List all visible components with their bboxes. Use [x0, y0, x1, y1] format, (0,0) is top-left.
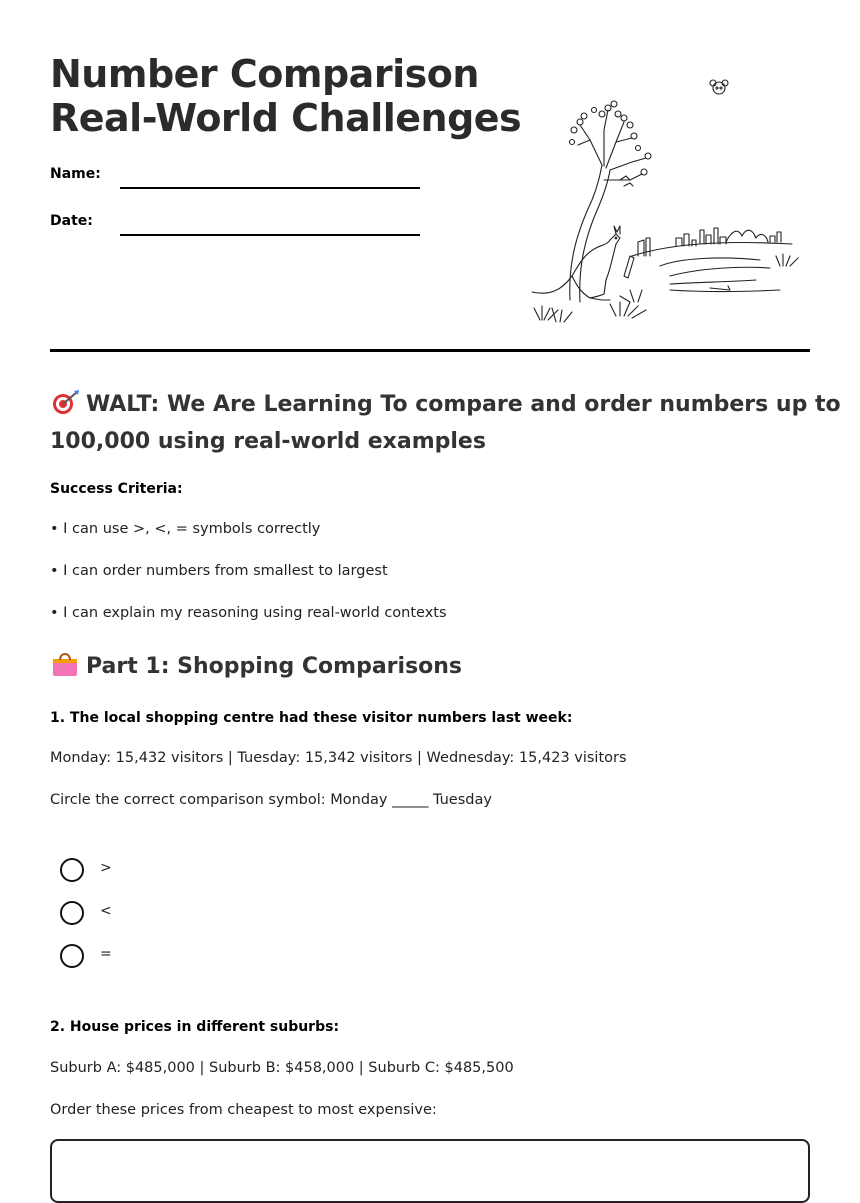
success-criteria-label: Success Criteria:: [50, 481, 183, 497]
walt-heading: [50, 386, 841, 460]
option-label: <: [100, 903, 112, 919]
target-icon: [50, 389, 80, 415]
radio-circle[interactable]: [60, 901, 84, 925]
q1-instruction: Circle the correct comparison symbol: Monday _____ Tuesday: [50, 792, 492, 808]
date-field[interactable]: [120, 234, 420, 236]
option-label: >: [100, 860, 112, 876]
name-field[interactable]: [120, 187, 420, 189]
kangaroo-icon: [532, 226, 620, 300]
part1-heading-text: Part 1: Shopping Comparisons: [86, 654, 463, 679]
radio-circle[interactable]: [60, 944, 84, 968]
q2-data: Suburb A: $485,000 | Suburb B: $458,000 | Suburb C: $485,500: [50, 1060, 514, 1076]
kangaroo-sydney-illustration: [520, 70, 810, 332]
walt-heading-line-2: 100,000 using real-world examples: [50, 429, 486, 454]
name-label: Name:: [50, 166, 101, 182]
date-label: Date:: [50, 213, 93, 229]
criteria-item: • I can order numbers from smallest to largest: [50, 563, 388, 579]
q2-title: 2. House prices in different suburbs:: [50, 1019, 340, 1035]
criteria-item: • I can explain my reasoning using real-world contexts: [50, 605, 447, 621]
title-line-1: Number Comparison: [50, 52, 479, 96]
part1-heading: [50, 648, 462, 685]
shopping-bag-icon: [50, 651, 80, 677]
option-label: =: [100, 946, 112, 962]
criteria-item: • I can use >, <, = symbols correctly: [50, 521, 321, 537]
q2-answer-box[interactable]: [50, 1139, 810, 1203]
koala-icon: [710, 80, 728, 94]
radio-circle[interactable]: [60, 858, 84, 882]
walt-heading-line-1: WALT: We Are Learning To compare and order numbers up to: [86, 392, 841, 417]
q1-data: Monday: 15,432 visitors | Tuesday: 15,342 visitors | Wednesday: 15,423 visitors: [50, 750, 627, 766]
q2-instruction: Order these prices from cheapest to most expensive:: [50, 1102, 437, 1118]
q1-title: 1. The local shopping centre had these visitor numbers last week:: [50, 710, 573, 726]
title-line-2: Real-World Challenges: [50, 96, 522, 140]
header-divider: [50, 349, 810, 352]
page-title: [50, 52, 521, 140]
